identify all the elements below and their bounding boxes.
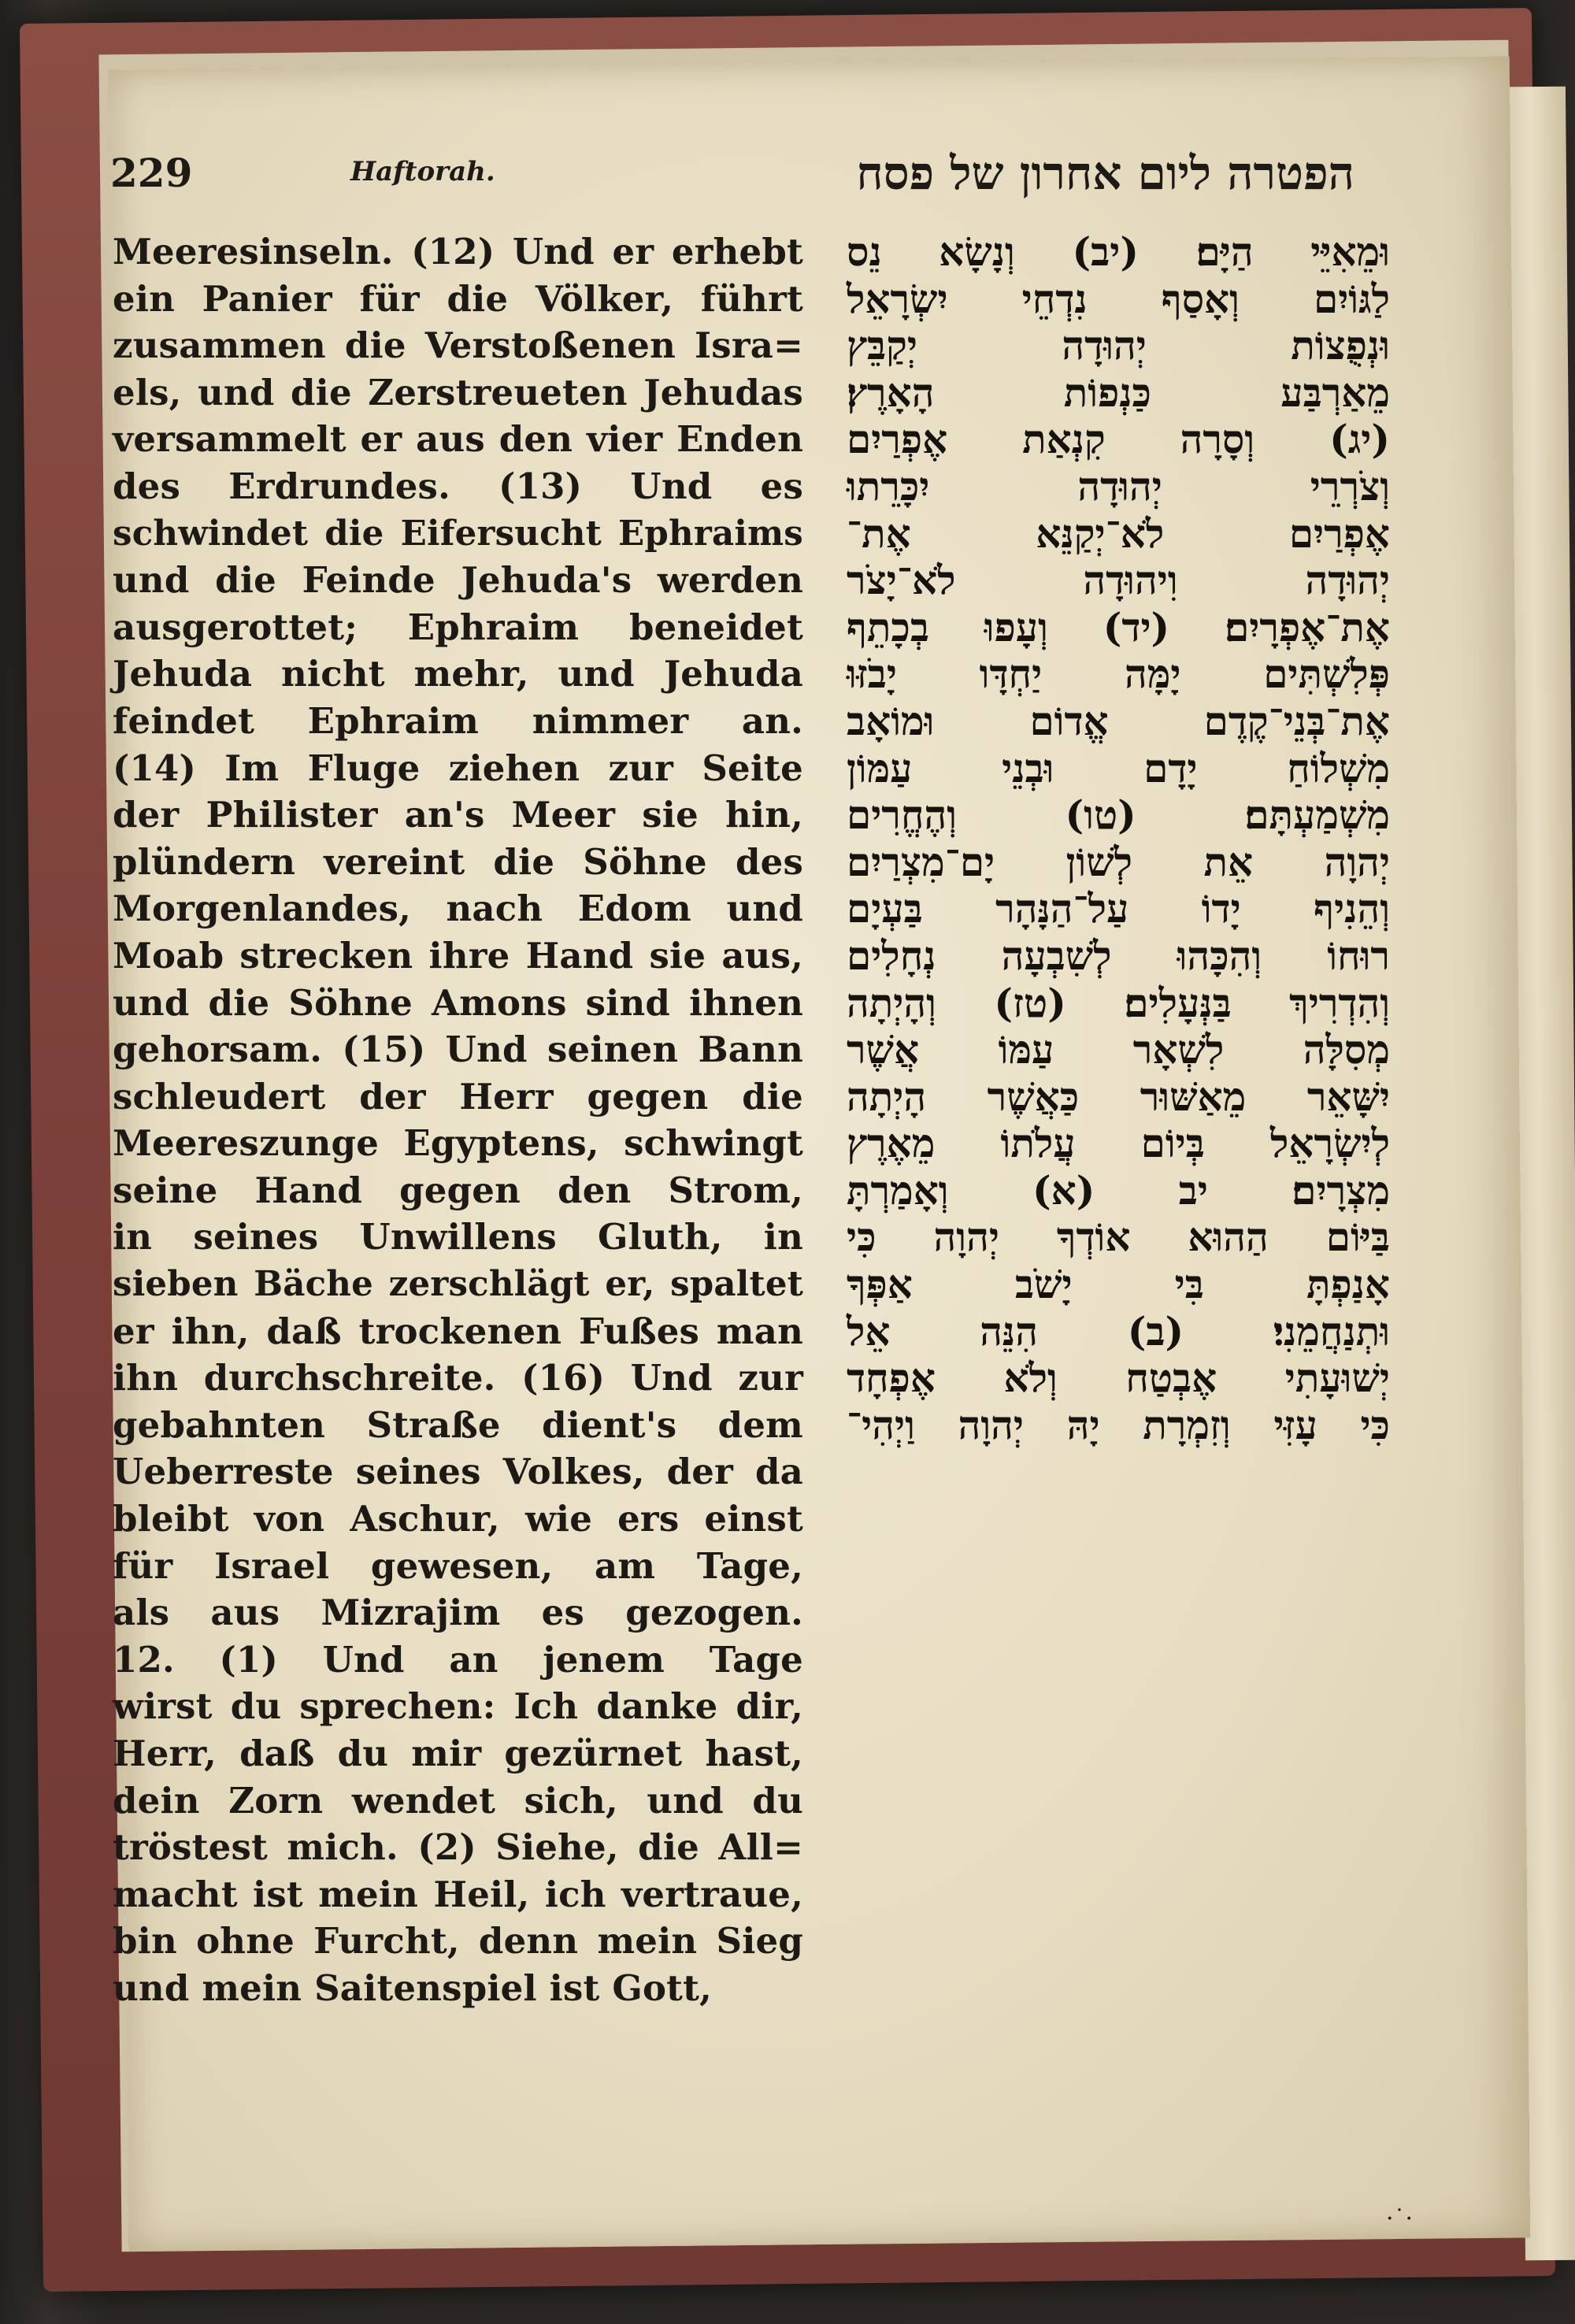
- german-line: bin ohne Furcht, denn mein Sieg: [113, 1920, 803, 1963]
- page-header: [110, 146, 1354, 221]
- german-line: els, und die Zerstreueten Jehudas: [113, 371, 803, 413]
- hebrew-line: מִשְׁמַעְתָּם׃ (טו) וְהֶחֱרִים: [847, 791, 1390, 839]
- hebrew-line: אֶת־בְּנֵי־קֶדֶם אֱדוֹם וּמוֹאָב: [847, 697, 1390, 744]
- german-line: sieben Bäche zerschlägt er, spaltet: [113, 1264, 803, 1305]
- hebrew-line: אֶת־אֶפְרָיִם׃ (יד) וְעָפוּ בְכָתֵף: [847, 603, 1390, 650]
- german-line: Jehuda nicht mehr, und Jehuda: [113, 653, 803, 695]
- german-line: 12. (1) Und an jenem Tage: [113, 1638, 803, 1681]
- german-line: für Israel gewesen, am Tage,: [113, 1544, 803, 1587]
- hebrew-line: מִצְרָיִם׃ יב (א) וְאָמַרְתָּ: [847, 1166, 1390, 1214]
- german-line: zusammen die Verstoßenen Isra=: [113, 324, 803, 367]
- hebrew-title: הפטרה ליום אחרון של פסח: [856, 146, 1354, 200]
- hebrew-line: אֶפְרַיִם לֹא־יְקַנֵּא אֶת־: [847, 510, 1390, 557]
- german-line: und mein Saitenspiel ist Gott,: [113, 1966, 713, 2009]
- german-line: dein Zorn wendet sich, und du: [113, 1779, 803, 1822]
- running-head: Haftorah.: [350, 156, 495, 187]
- hebrew-line: יְהוּדָה וִיהוּדָה לֹא־יָצֹר: [847, 557, 1390, 604]
- hebrew-line: מֵאַרְבַּע כַּנְפוֹת הָאָרֶץ׃: [847, 369, 1390, 416]
- german-line: in seines Unwillens Gluth, in: [113, 1216, 803, 1258]
- german-line: er ihn, daß trockenen Fußes man: [113, 1310, 803, 1352]
- hebrew-line: וּתְנַחֲמֵנִי׃ (ב) הִנֵּה אֵל: [847, 1307, 1390, 1355]
- hebrew-line: וּנְפֻצוֹת יְהוּדָה יְקַבֵּץ: [847, 322, 1390, 369]
- german-line: wirst du sprechen: Ich danke dir,: [113, 1685, 803, 1728]
- hebrew-line: פְּלִשְׁתִּים יָמָּה יַחְדָּו יָבֹזּוּ: [847, 650, 1390, 698]
- hebrew-line: אָנַפְתָּ בִּי יָשֹׁב אַפְּךָ: [847, 1261, 1390, 1308]
- german-line: Meeresinseln. (12) Und er erhebt: [113, 231, 803, 272]
- hebrew-line: כִּי עָזִּי וְזִמְרָת יָהּ יְהוָה וַיְהִי־: [847, 1401, 1390, 1448]
- german-line: des Erdrundes. (13) Und es: [113, 465, 803, 507]
- hebrew-line: יְהוָה אֵת לְשׁוֹן יָם־מִצְרַיִם: [847, 838, 1390, 885]
- ink-specks: ·˙·: [1386, 2205, 1414, 2233]
- german-line: macht ist mein Heil, ich vertraue,: [113, 1873, 803, 1915]
- german-line: tröstest mich. (2) Siehe, die All=: [113, 1826, 803, 1869]
- german-line: Ueberreste seines Volkes, der da: [113, 1451, 803, 1493]
- hebrew-text-column: [847, 228, 1390, 1448]
- hebrew-line: יִשָּׁאֵר מֵאַשּׁוּר כַּאֲשֶׁר הָיְתָה: [847, 1073, 1390, 1120]
- german-line: gehorsam. (15) Und seinen Bann: [113, 1029, 803, 1071]
- hebrew-line: בַּיּוֹם הַהוּא אוֹדְךָ יְהוָה כִּי: [847, 1214, 1390, 1261]
- german-line: der Philister an's Meer sie hin,: [113, 794, 803, 836]
- german-line: Morgenlandes, nach Edom und: [113, 888, 803, 930]
- hebrew-line: (יג) וְסָרָה קִנְאַת אֶפְרַיִם: [847, 416, 1390, 463]
- german-line: seine Hand gegen den Strom,: [113, 1169, 803, 1211]
- page-number: 229: [110, 150, 193, 196]
- german-translation-column: [113, 228, 803, 2012]
- german-line: als aus Mizrajim es gezogen.: [113, 1592, 803, 1634]
- german-line: ausgerottet; Ephraim beneidet: [113, 606, 803, 648]
- german-line: plündern vereint die Söhne des: [113, 840, 803, 883]
- hebrew-line: לַגּוֹיִם וְאָסַף נִדְחֵי יִשְׂרָאֵל: [847, 275, 1390, 322]
- german-line: gebahnten Straße dient's dem: [113, 1403, 803, 1446]
- hebrew-line: רוּחוֹ וְהִכָּהוּ לְשִׁבְעָה נְחָלִים: [847, 932, 1390, 979]
- german-line: (14) Im Fluge ziehen zur Seite: [113, 747, 803, 789]
- hebrew-line: וְהִדְרִיךְ בַּנְּעָלִים׃ (טז) וְהָיְתָה: [847, 979, 1390, 1026]
- hebrew-line: יְשׁוּעָתִי אֶבְטַח וְלֹא אֶפְחָד: [847, 1355, 1390, 1402]
- german-line: schwindet die Eifersucht Ephraims: [113, 513, 803, 554]
- german-line: und die Söhne Amons sind ihnen: [113, 981, 803, 1024]
- hebrew-line: וְהֵנִיף יָדוֹ עַל־הַנָּהָר בַּעְיָם: [847, 885, 1390, 932]
- german-line: bleibt von Aschur, wie ers einst: [113, 1498, 803, 1540]
- hebrew-line: מִשְׁלוֹחַ יָדָם וּבְנֵי עַמּוֹן: [847, 744, 1390, 791]
- german-line: ihn durchschreite. (16) Und zur: [113, 1357, 803, 1399]
- hebrew-line: מְסִלָּה לִשְׁאָר עַמּוֹ אֲשֶׁר: [847, 1026, 1390, 1073]
- german-line: feindet Ephraim nimmer an.: [113, 699, 803, 742]
- hebrew-line: לְיִשְׂרָאֵל בְּיוֹם עֲלֹתוֹ מֵאֶרֶץ: [847, 1120, 1390, 1167]
- german-line: schleudert der Herr gegen die: [113, 1075, 803, 1118]
- german-line: ein Panier für die Völker, führt: [113, 277, 803, 320]
- hebrew-line: וְצֹרְרֵי יְהוּדָה יִכָּרֵתוּ: [847, 462, 1390, 510]
- german-line: und die Feinde Jehuda's werden: [113, 559, 803, 602]
- german-line: Herr, daß du mir gezürnet hast,: [113, 1733, 803, 1774]
- german-line: Moab strecken ihre Hand sie aus,: [113, 934, 803, 977]
- german-line: Meereszunge Egyptens, schwingt: [113, 1122, 803, 1165]
- german-line: versammelt er aus den vier Enden: [113, 418, 803, 461]
- hebrew-line: וּמֵאִיֵּי הַיָּם׃ (יב) וְנָשָׂא נֵס: [847, 228, 1390, 275]
